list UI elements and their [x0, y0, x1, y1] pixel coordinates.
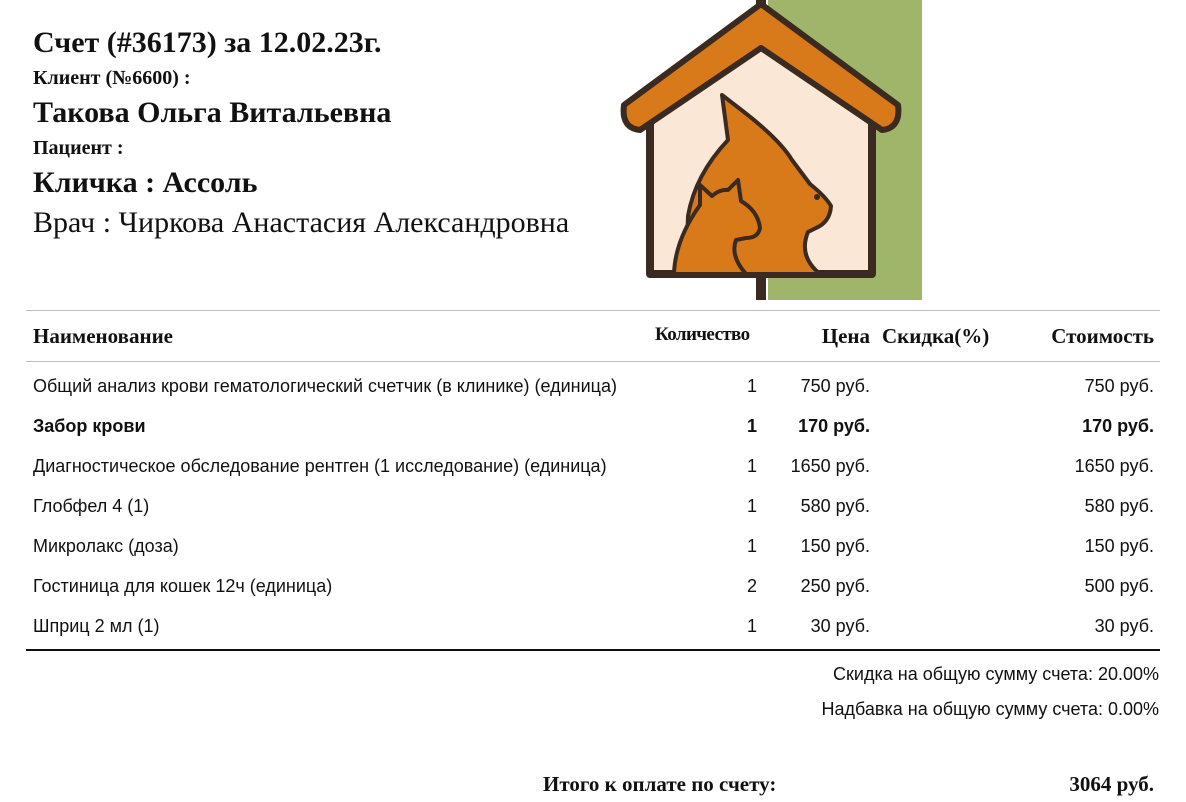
- total-label: Итого к оплате по счету:: [543, 772, 777, 796]
- column-header-cost: Стоимость: [1051, 324, 1154, 348]
- item-quantity: 1: [746, 376, 757, 396]
- item-name: Диагностическое обследование рентген (1 исследование) (единица): [33, 456, 607, 476]
- item-name: Забор крови: [33, 416, 146, 436]
- table-row: [0, 369, 1186, 409]
- divider-bottom: [26, 649, 1160, 651]
- column-header-name: Наименование: [33, 324, 173, 348]
- divider-top: [26, 310, 1160, 311]
- item-cost: 580 руб.: [1084, 496, 1154, 516]
- item-price: 750 руб.: [800, 376, 870, 396]
- item-cost: 1650 руб.: [1074, 456, 1154, 476]
- item-name: Общий анализ крови гематологический счетчик (в клинике) (единица): [33, 376, 617, 396]
- table-row: [0, 609, 1186, 649]
- total-value: 3064 руб.: [1069, 772, 1154, 796]
- item-cost: 30 руб.: [1094, 616, 1154, 636]
- item-cost: 750 руб.: [1084, 376, 1154, 396]
- item-price: 170 руб.: [798, 416, 870, 436]
- item-name: Шприц 2 мл (1): [33, 616, 160, 636]
- invoice-discount: Скидка на общую сумму счета: 20.00%: [833, 664, 1159, 684]
- client-label: Клиент (№6600) :: [33, 67, 191, 89]
- pet-name: Кличка : Ассоль: [33, 166, 258, 199]
- patient-label: Пациент :: [33, 137, 124, 159]
- item-cost: 170 руб.: [1082, 416, 1154, 436]
- column-header-quantity: Количество: [655, 324, 750, 345]
- item-price: 150 руб.: [800, 536, 870, 556]
- divider-header: [26, 361, 1160, 362]
- table-row: [0, 449, 1186, 489]
- item-name: Глобфел 4 (1): [33, 496, 150, 516]
- item-cost: 500 руб.: [1084, 576, 1154, 596]
- item-name: Микролакс (доза): [33, 536, 179, 556]
- doctor-name: Врач : Чиркова Анастасия Александровна: [33, 206, 570, 239]
- item-price: 250 руб.: [800, 576, 870, 596]
- item-name: Гостиница для кошек 12ч (единица): [33, 576, 333, 596]
- item-quantity: 1: [746, 456, 757, 476]
- item-price: 30 руб.: [810, 616, 870, 636]
- column-header-discount: Скидка(%): [882, 324, 990, 348]
- item-quantity: 1: [746, 416, 757, 436]
- invoice-items: [0, 369, 1186, 649]
- invoice-markup: Надбавка на общую сумму счета: 0.00%: [821, 699, 1159, 719]
- table-row: [0, 489, 1186, 529]
- item-quantity: 1: [746, 616, 757, 636]
- item-quantity: 1: [746, 496, 757, 516]
- item-price: 1650 руб.: [790, 456, 870, 476]
- table-row: [0, 569, 1186, 609]
- table-row: [0, 409, 1186, 449]
- column-header-price: Цена: [821, 324, 870, 348]
- item-price: 580 руб.: [800, 496, 870, 516]
- table-row: [0, 529, 1186, 569]
- item-quantity: 2: [746, 576, 757, 596]
- item-quantity: 1: [746, 536, 757, 556]
- invoice-title: Счет (#36173) за 12.02.23г.: [33, 26, 382, 59]
- pet-house-logo-icon: [620, 0, 922, 300]
- client-name: Такова Ольга Витальевна: [33, 96, 392, 129]
- item-cost: 150 руб.: [1084, 536, 1154, 556]
